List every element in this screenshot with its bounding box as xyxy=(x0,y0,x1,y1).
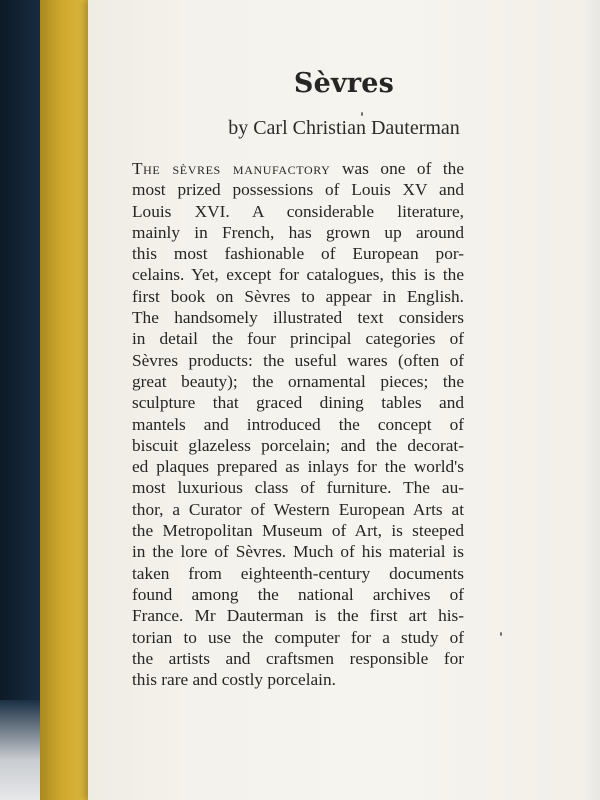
text-line: this most fashionable of European por- xyxy=(132,244,464,264)
text-line: in the lore of Sèvres. Much of his material is xyxy=(132,542,464,562)
text-line: ed plaques prepared as inlays for the world's xyxy=(132,457,464,477)
lead-in-small-caps: The sèvres manufactory xyxy=(132,159,331,178)
text-line: The sèvres manufactory was one of the xyxy=(132,159,464,178)
text-line: mainly in French, has grown up around xyxy=(132,222,464,242)
text-line: sculpture that graced dining tables and xyxy=(132,393,464,413)
text-line: biscuit glazeless porcelain; and the decorat- xyxy=(132,435,464,455)
text-line: torian to use the computer for a study of xyxy=(132,627,464,647)
text-line: this rare and costly porcelain. xyxy=(132,670,336,690)
book-title: Sèvres xyxy=(293,68,395,99)
text-line: first book on Sèvres to appear in English. xyxy=(132,286,464,306)
text-line: Louis XVI. A considerable literature, xyxy=(132,201,464,221)
author-byline: by Carl Christian Dauterman xyxy=(228,117,460,139)
text-line: The handsomely illustrated text considers xyxy=(132,308,464,328)
text-line: in detail the four principal categories of xyxy=(132,329,464,349)
text-line: the Metropolitan Museum of Art, is steeped xyxy=(132,521,464,541)
paper-speck xyxy=(361,112,363,116)
text-line: thor, a Curator of Western European Arts at xyxy=(132,499,464,519)
text-line: great beauty); the ornamental pieces; the xyxy=(132,371,464,391)
text-line: the artists and craftsmen responsible for xyxy=(132,648,464,668)
paper-speck xyxy=(500,632,502,636)
text-line: found among the national archives of xyxy=(132,584,464,604)
text-line: most prized possessions of Louis XV and xyxy=(132,180,464,200)
text-line: taken from eighteenth-century documents xyxy=(132,563,464,583)
text-line: France. Mr Dauterman is the first art his- xyxy=(132,606,464,626)
text-line: Sèvres products: the useful wares (often of xyxy=(132,350,464,370)
description-text xyxy=(132,158,464,690)
text-line: mantels and introduced the concept of xyxy=(132,414,464,434)
text-line: celains. Yet, except for catalogues, this is the xyxy=(132,265,464,285)
text-line: most luxurious class of furniture. The au- xyxy=(132,478,464,498)
